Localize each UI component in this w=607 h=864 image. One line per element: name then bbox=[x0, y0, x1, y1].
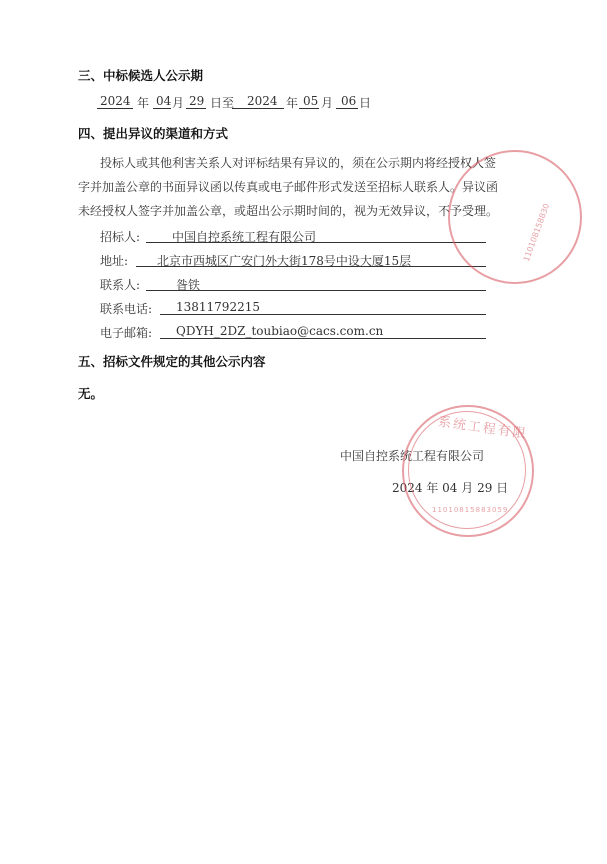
contact-person-label: 联系人: bbox=[100, 278, 141, 292]
address-label: 地址: bbox=[100, 254, 129, 268]
underline bbox=[136, 266, 486, 267]
email-value: QDYH_2DZ_toubiao@cacs.com.cn bbox=[176, 324, 384, 338]
section-3-title: 三、中标候选人公示期 bbox=[78, 68, 204, 83]
period-end-day: 06 bbox=[341, 94, 357, 108]
signature-date: 2024 年 04 月 29 日 bbox=[392, 481, 509, 495]
underline bbox=[97, 108, 133, 109]
phone-value: 13811792215 bbox=[176, 300, 260, 314]
underline bbox=[146, 242, 486, 243]
period-end-year: 2024 bbox=[247, 94, 278, 108]
objection-line-2: 字并加盖公章的书面异议函以传真或电子邮件形式发送至招标人联系人。异议函 bbox=[78, 180, 499, 194]
section-5-title: 五、招标文件规定的其他公示内容 bbox=[78, 354, 266, 369]
underline bbox=[160, 338, 486, 339]
period-month-char-1: 月 bbox=[172, 96, 185, 110]
period-to-text: 日至 bbox=[210, 96, 235, 110]
section-5-content: 无。 bbox=[78, 386, 104, 401]
signature-company: 中国自控系统工程有限公司 bbox=[340, 449, 485, 463]
period-year-char-2: 年 bbox=[286, 96, 299, 110]
objection-line-1: 投标人或其他利害关系人对评标结果有异议的，须在公示期内将经授权人签 bbox=[100, 156, 497, 170]
period-month-char-2: 月 bbox=[321, 96, 334, 110]
email-label: 电子邮箱: bbox=[100, 326, 153, 340]
period-end-month: 05 bbox=[303, 94, 319, 108]
period-year-char-1: 年 bbox=[137, 96, 150, 110]
period-start-day: 29 bbox=[189, 94, 205, 108]
tenderer-label: 招标人: bbox=[100, 230, 141, 244]
section-4-title: 四、提出异议的渠道和方式 bbox=[78, 126, 229, 141]
partial-seal-stamp bbox=[448, 150, 582, 284]
seal-top-text: 系统工程有限 bbox=[437, 414, 529, 443]
underline bbox=[146, 290, 486, 291]
period-day-char: 日 bbox=[359, 96, 372, 110]
underline bbox=[160, 314, 486, 315]
objection-line-3: 未经授权人签字并加盖公章，或超出公示期时间的，视为无效异议，不予受理。 bbox=[78, 204, 499, 218]
underline bbox=[299, 108, 319, 109]
tenderer-value: 中国自控系统工程有限公司 bbox=[172, 230, 317, 244]
underline bbox=[153, 108, 171, 109]
underline bbox=[232, 108, 284, 109]
period-start-month: 04 bbox=[156, 94, 172, 108]
phone-label: 联系电话: bbox=[100, 302, 153, 316]
underline bbox=[186, 108, 206, 109]
underline bbox=[336, 108, 358, 109]
seal-number-text: 110108158830 bbox=[521, 202, 552, 263]
period-start-year: 2024 bbox=[100, 94, 131, 108]
address-value: 北京市西城区广安门外大街178号中设大厦15层 bbox=[157, 254, 412, 268]
contact-person-value: 昝铁 bbox=[176, 278, 201, 292]
seal-bottom-number: 11010815883059 bbox=[432, 506, 509, 514]
